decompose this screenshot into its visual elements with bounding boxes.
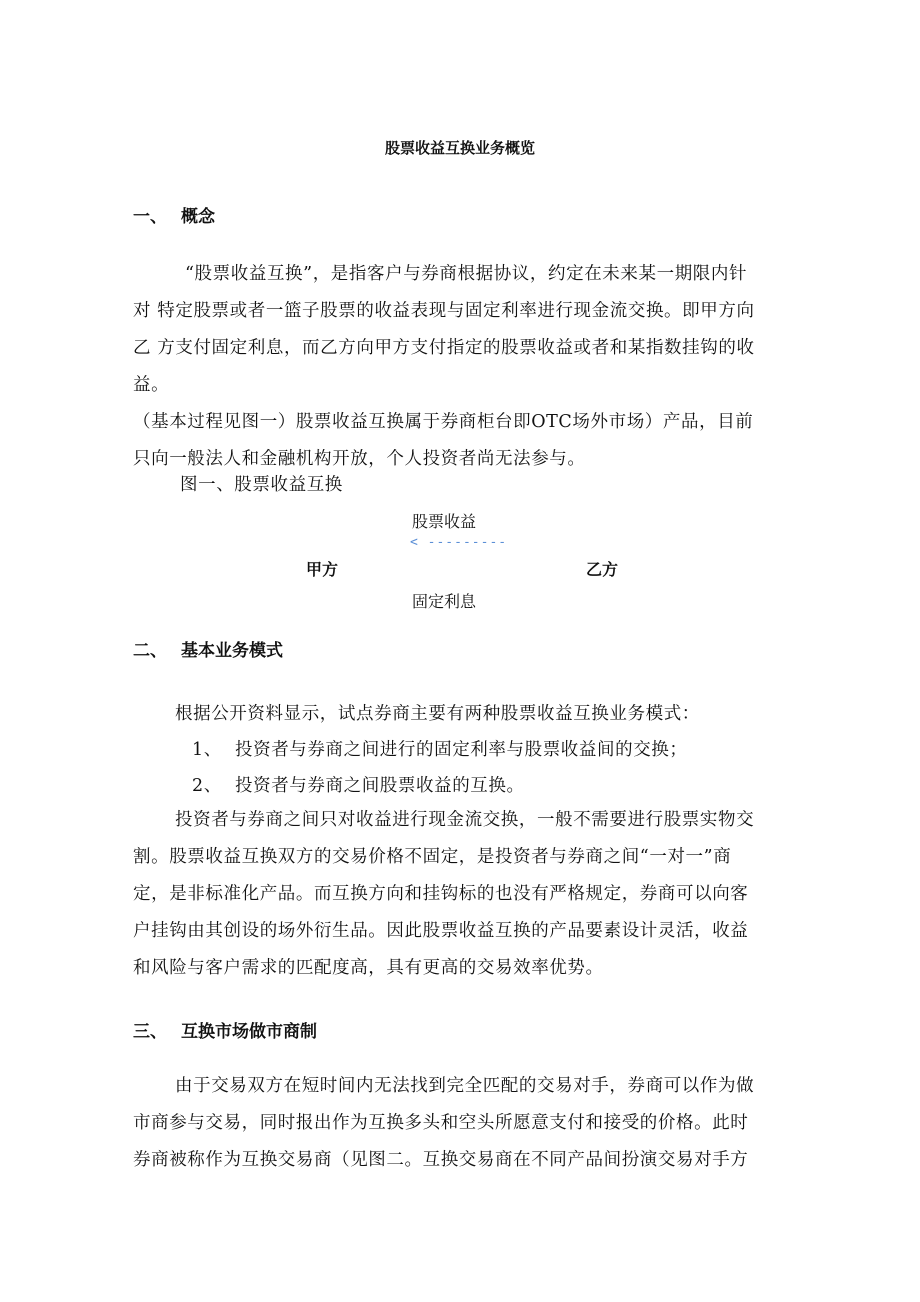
section-title: 概念 xyxy=(181,207,215,227)
paragraph-line: 户挂钩由其创设的场外衍生品。因此股票收益互换的产品要素设计灵活，收益 xyxy=(133,921,749,941)
section-title: 互换市场做市商制 xyxy=(181,1022,317,1042)
list-text: 投资者与券商之间进行的固定利率与股票收益间的交换； xyxy=(235,740,688,760)
diagram-party-b: 乙方 xyxy=(586,560,619,579)
list-item xyxy=(192,736,688,761)
list-item xyxy=(192,772,525,797)
modes-paragraph xyxy=(133,802,773,987)
section-number: 二、 xyxy=(133,641,167,661)
diagram-party-a: 甲方 xyxy=(306,560,339,579)
diagram-top-label: 股票收益 xyxy=(412,512,477,531)
paragraph-line: 由于交易双方在短时间内无法找到完全匹配的交易对手，券商可以作为做 xyxy=(175,1076,755,1096)
list-number: 2、 xyxy=(192,776,222,796)
concept-paragraph xyxy=(133,256,773,478)
paragraph-line: 益。 xyxy=(133,375,170,395)
market-maker-paragraph xyxy=(133,1068,773,1179)
paragraph-line: 投资者与券商之间只对收益进行现金流交换，一般不需要进行股票实物交 xyxy=(175,810,755,830)
diagram-bottom-label: 固定利息 xyxy=(412,592,477,611)
paragraph-line: 定，是非标准化产品。而互换方向和挂钩标的也没有严格规定，券商可以向客 xyxy=(133,884,749,904)
paragraph-line: 市商参与交易，同时报出作为互换多头和空头所愿意支付和接受的价格。此时 xyxy=(133,1113,749,1133)
figure-caption: 图一、股票收益互换 xyxy=(180,475,343,495)
paragraph-line: “股票收益互换”，是指客户与券商根据协议，约定在未来某一期限内针 xyxy=(185,264,748,284)
list-text: 投资者与券商之间股票收益的互换。 xyxy=(235,776,525,796)
paragraph-line: 对 特定股票或者一篮子股票的收益表现与固定利率进行现金流交换。即甲方向 xyxy=(133,301,755,321)
list-number: 1、 xyxy=(192,740,222,760)
paragraph-line: 割。股票收益互换双方的交易价格不固定，是投资者与券商之间“一对一”商 xyxy=(133,847,732,867)
modes-intro: 根据公开资料显示，试点券商主要有两种股票收益互换业务模式： xyxy=(175,704,700,724)
paragraph-line: 和风险与客户需求的匹配度高，具有更高的交易效率优势。 xyxy=(133,958,604,978)
section-number: 一、 xyxy=(133,207,167,227)
section-heading-1 xyxy=(133,202,215,227)
section-number: 三、 xyxy=(133,1022,167,1042)
paragraph-line: 乙 方支付固定利息，而乙方向甲方支付指定的股票收益或者和某指数挂钩的收 xyxy=(133,338,755,358)
page-title: 股票收益互换业务概览 xyxy=(384,139,535,157)
section-heading-3 xyxy=(133,1017,317,1042)
section-heading-2 xyxy=(133,636,283,661)
paragraph-line: （基本过程见图一）股票收益互换属于券商柜台即OTC场外市场）产品，目前 xyxy=(133,412,754,432)
section-title: 基本业务模式 xyxy=(181,641,283,661)
paragraph-line: 只向一般法人和金融机构开放，个人投资者尚无法参与。 xyxy=(133,449,586,469)
left-arrow-icon: < --------- xyxy=(410,535,508,550)
paragraph-line: 券商被称作为互换交易商（见图二。互换交易商在不同产品间扮演交易对手方 xyxy=(133,1150,749,1170)
